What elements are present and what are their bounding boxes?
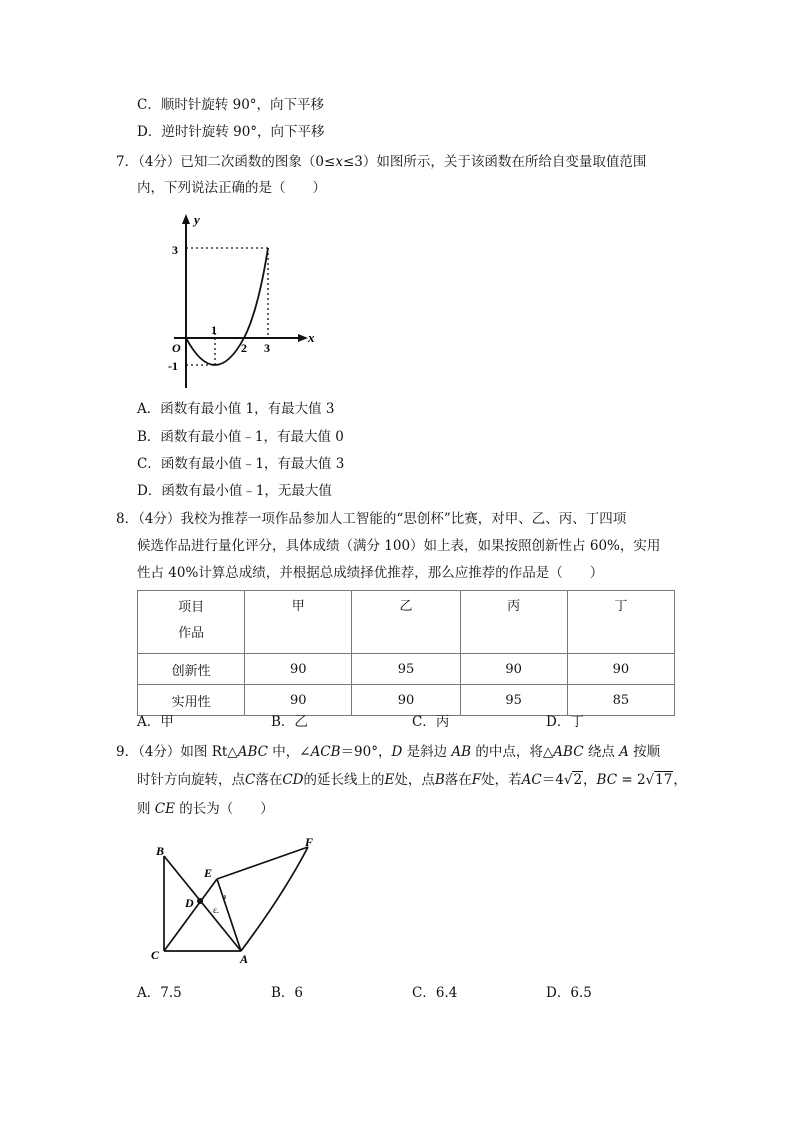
graph-label-x2: 2 [241, 341, 247, 355]
q7-parabola-graph [160, 208, 330, 393]
table-cell: 95 [352, 654, 460, 685]
graph-label-origin: O [172, 341, 181, 355]
q8-option-c: C．丙 [412, 714, 450, 730]
figure-label-e: E [204, 866, 213, 880]
graph-label-y: y [194, 212, 200, 227]
q7-stem-line2: 内，下列说法正确的是（ ） [137, 180, 326, 196]
q8-stem-line1: 8．（4分）我校为推荐一项作品参加人工智能的“思创杯”比赛，对甲、乙、丙、丁四项 [116, 511, 627, 527]
table-header-cell: 乙 [352, 591, 460, 654]
table-corner-cell: 项目 作品 [138, 591, 245, 654]
q9-option-b: B．6 [271, 985, 304, 1001]
graph-label-neg1: -1 [168, 359, 178, 373]
figure-label-a: A [240, 952, 249, 966]
figure-label-f: F [305, 835, 314, 849]
q7-option-c: C．函数有最小值﹣1，有最大值 3 [137, 456, 345, 472]
table-header-cell: 甲 [245, 591, 352, 654]
q9-stem-line1: 9．（4分）如图 Rt△ABC 中，∠ACB＝90°，D 是斜边 AB 的中点，将△ABC 绕点 A 按顺 [116, 744, 661, 760]
q9-option-c: C．6.4 [412, 985, 458, 1001]
table-row-label: 创新性 [138, 654, 245, 685]
table-cell: 90 [460, 654, 567, 685]
table-cell: 90 [245, 685, 352, 716]
figure-label-mark: ε. [213, 905, 220, 915]
q8-score-table [137, 590, 675, 716]
table-cell: 90 [245, 654, 352, 685]
table-cell: 85 [567, 685, 674, 716]
q7-option-a: A．函数有最小值 1，有最大值 3 [137, 401, 335, 417]
table-header-row [138, 591, 675, 654]
table-cell: 90 [567, 654, 674, 685]
table-header-cell: 丙 [460, 591, 567, 654]
q9-stem-line2: 时针方向旋转，点C落在CD的延长线上的E处，点B落在F处，若AC＝4√2，BC = 2√17， [137, 772, 687, 788]
table-header-cell: 丁 [567, 591, 674, 654]
q8-stem-line3: 性占 40%计算总成绩，并根据总成绩择优推荐，那么应推荐的作品是（ ） [137, 565, 604, 581]
q7-stem-line1: 7．（4分）已知二次函数的图象（0≤x≤3）如图所示，关于该函数在所给自变量取值范围 [116, 154, 647, 170]
graph-label-x1: 1 [211, 323, 217, 337]
graph-label-y3: 3 [172, 243, 178, 257]
q9-option-d: D．6.5 [546, 985, 592, 1001]
figure-label-c: C [151, 948, 160, 962]
q8-option-a: A．甲 [137, 714, 174, 730]
table-cell: 90 [352, 685, 460, 716]
table-row [138, 654, 675, 685]
q7-option-b: B．函数有最小值﹣1，有最大值 0 [137, 429, 344, 445]
q9-geometry-figure [145, 833, 325, 973]
q9-stem-line3: 则 CE 的长为（ ） [137, 801, 274, 817]
graph-label-x3: 3 [264, 341, 270, 355]
table-cell: 95 [460, 685, 567, 716]
q6-option-d: D．逆时针旋转 90°，向下平移 [137, 124, 325, 140]
table-row-label: 实用性 [138, 685, 245, 716]
figure-label-d: D [185, 896, 194, 910]
q9-option-a: A．7.5 [137, 985, 182, 1001]
graph-label-x: x [308, 330, 315, 345]
q8-option-b: B．乙 [271, 714, 308, 730]
q6-option-c: C．顺时针旋转 90°，向下平移 [137, 97, 325, 113]
q8-option-d: D．丁 [546, 714, 584, 730]
q7-option-d: D．函数有最小值﹣1，无最大值 [137, 483, 332, 499]
q8-stem-line2: 候选作品进行量化评分，具体成绩（满分 100）如上表，如果按照创新性占 60%，实用 [137, 538, 661, 554]
figure-label-b: B [156, 844, 165, 858]
table-row [138, 685, 675, 716]
